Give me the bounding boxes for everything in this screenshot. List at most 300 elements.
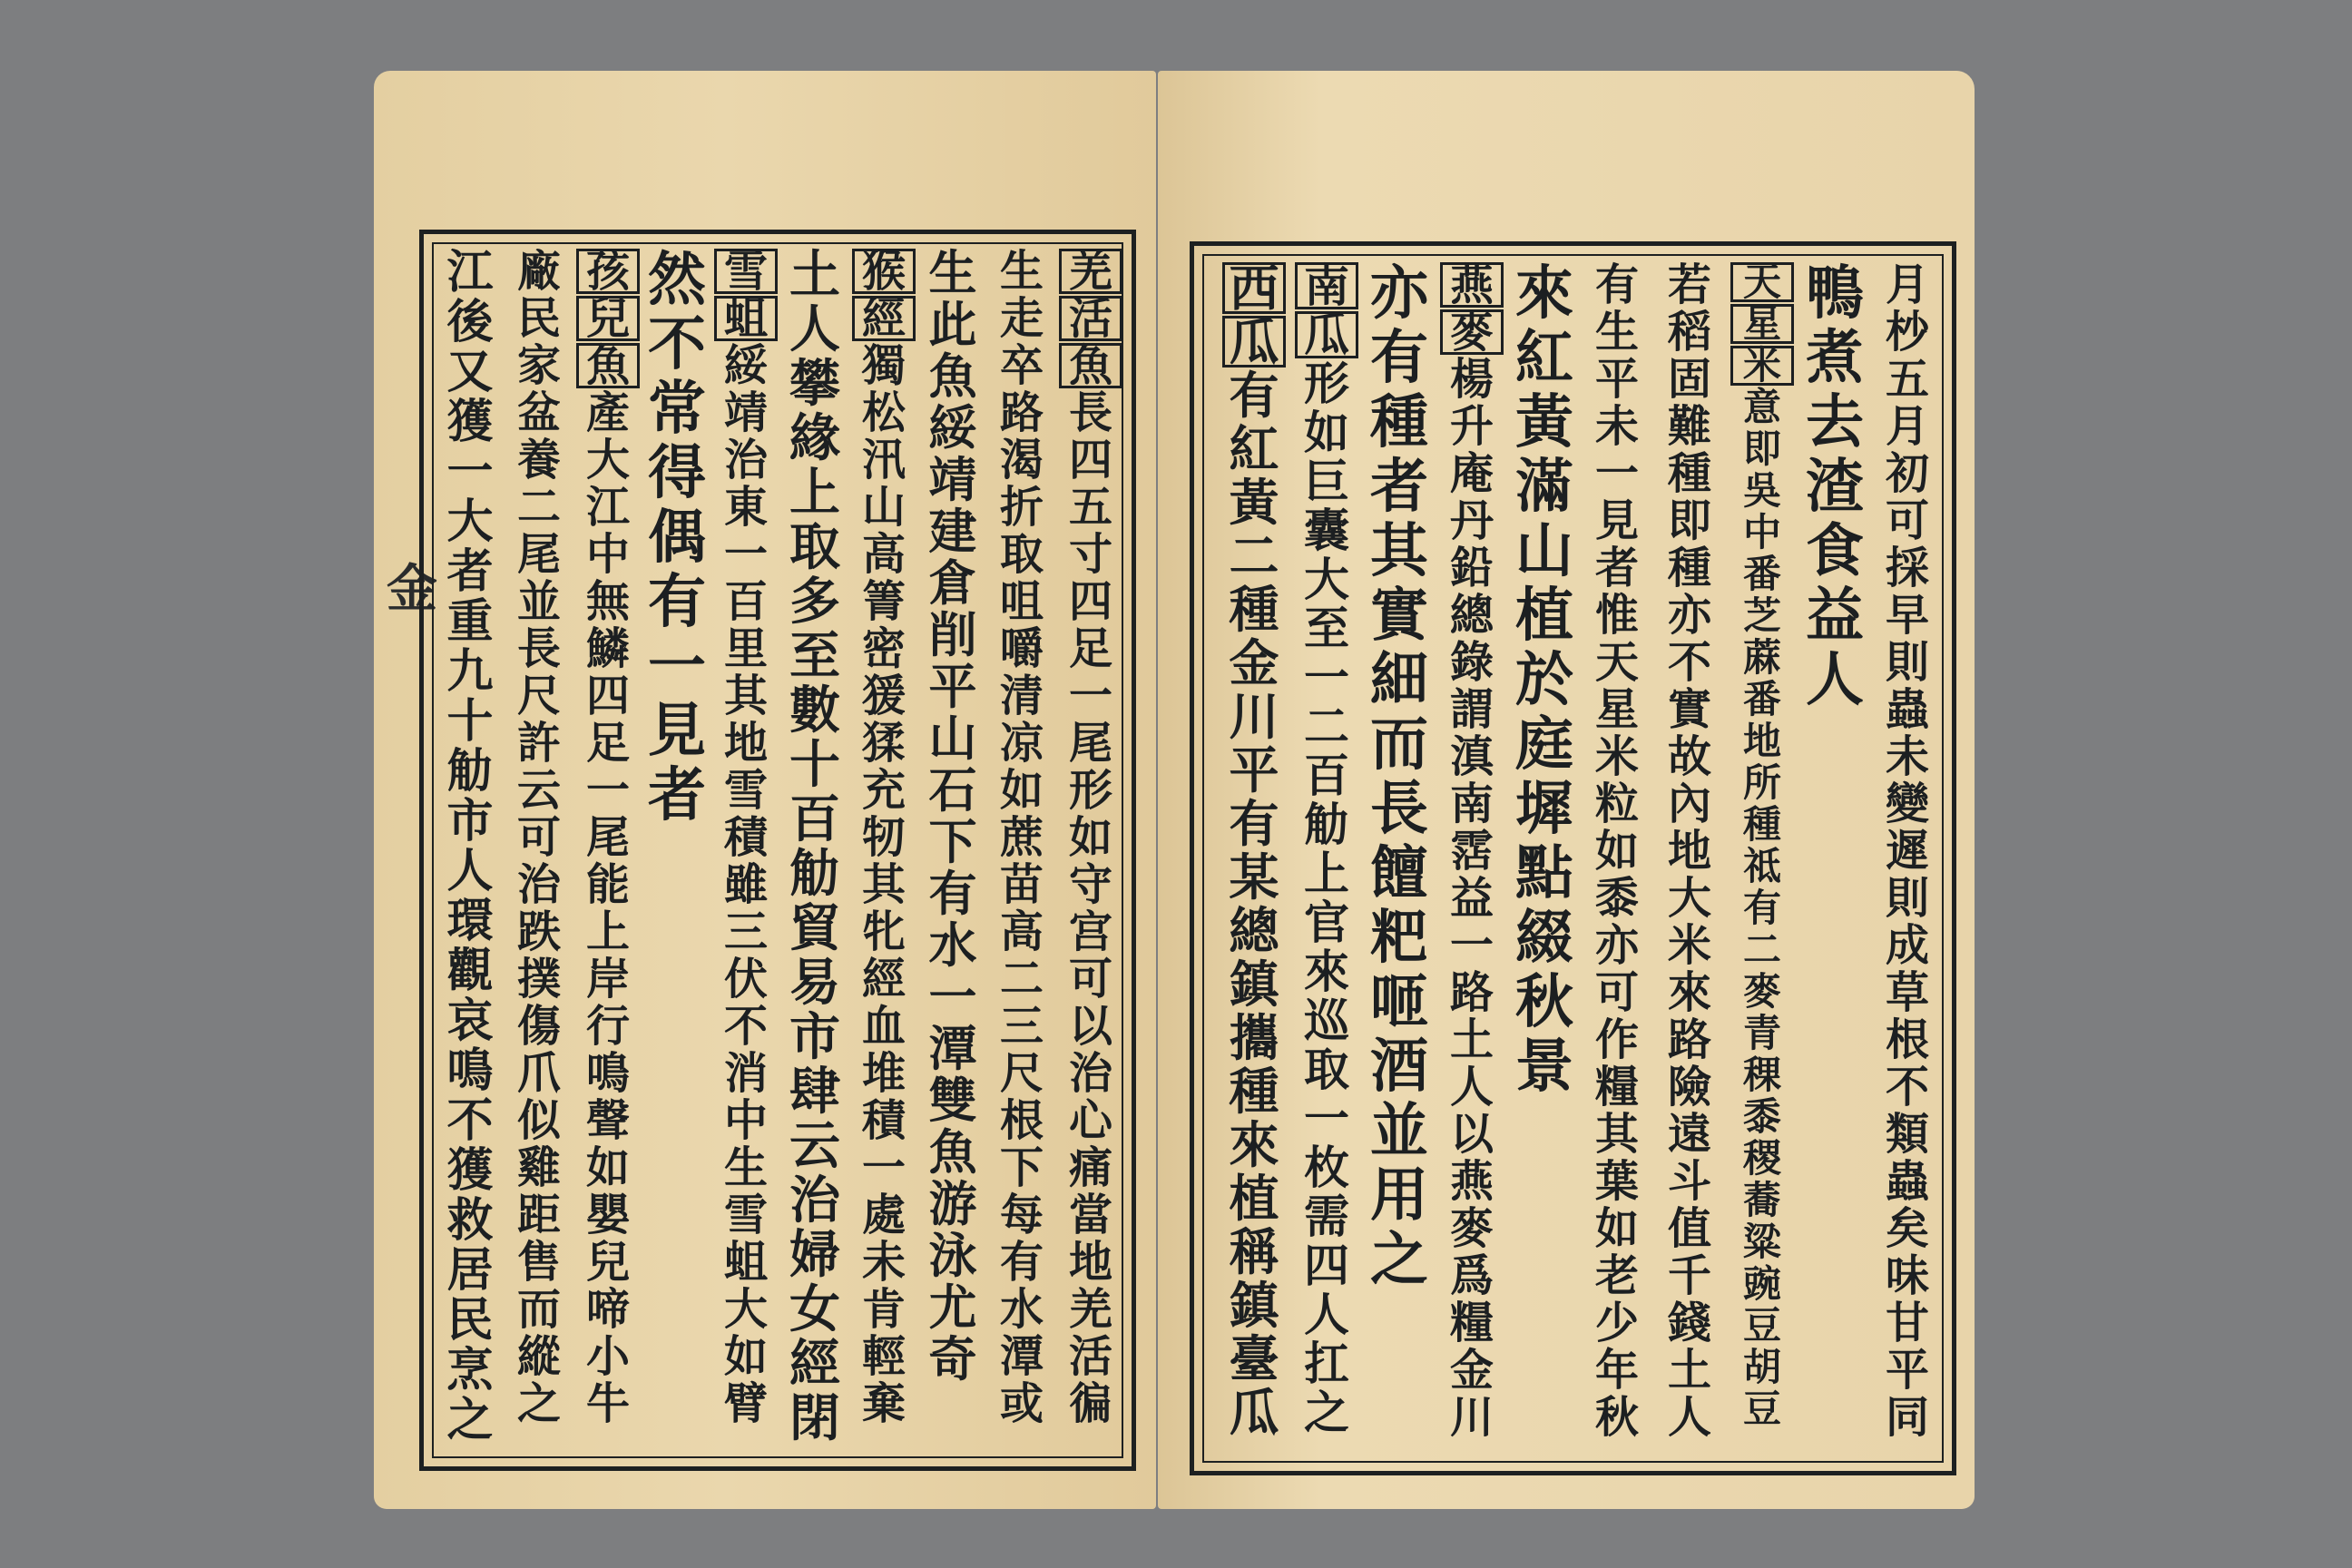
text-char: 難: [1667, 401, 1711, 452]
text-char: 蟲: [1885, 1156, 1929, 1207]
text-char: 多: [789, 572, 840, 632]
text-char: 土: [1449, 1014, 1494, 1065]
text-char: 長: [516, 623, 561, 674]
text-char: 有: [1742, 886, 1781, 930]
text-char: 豆: [1742, 1387, 1781, 1431]
text-char: 月: [1885, 260, 1929, 310]
text-char: 經: [861, 954, 906, 1004]
text-char: 作: [1594, 1014, 1639, 1065]
text-char: 渣: [1806, 453, 1864, 521]
text-char: 稱: [1229, 1222, 1279, 1281]
text-char: 川: [1449, 1392, 1494, 1443]
text-char: 不: [1667, 637, 1711, 688]
text-char: 矣: [1885, 1203, 1929, 1254]
text-column: [782, 245, 848, 1448]
text-char: 十: [789, 735, 840, 795]
text-char: 能: [585, 859, 630, 910]
text-char: 咀: [999, 576, 1044, 627]
text-char: 不: [723, 1001, 768, 1052]
text-char: 一: [1449, 920, 1494, 971]
text-char: 售: [516, 1237, 561, 1288]
text-char: 之: [1370, 1226, 1428, 1294]
text-char: 一: [446, 445, 494, 499]
text-char: 未: [1594, 401, 1639, 452]
text-char: 中: [585, 529, 630, 580]
text-char: 亦: [1370, 260, 1428, 328]
text-char: 葉: [1594, 1156, 1639, 1207]
text-char: 斗: [1667, 1156, 1711, 1207]
text-char: 尾: [516, 529, 561, 580]
text-char: 稞: [1742, 1053, 1781, 1097]
text-char: 種: [1370, 388, 1428, 456]
text-char: 觔: [1304, 798, 1349, 851]
text-char: 觀: [446, 944, 494, 998]
text-char: 粒: [1594, 779, 1639, 829]
text-char: 麥: [1439, 309, 1504, 356]
text-char: 庭: [1515, 710, 1573, 779]
text-char: 成: [1885, 920, 1929, 971]
text-char: 吳: [1742, 468, 1781, 513]
text-char: 少: [1594, 1298, 1639, 1348]
text-char: 苗: [999, 859, 1044, 910]
text-char: 來: [1515, 260, 1573, 328]
text-char: 甘: [1885, 1298, 1929, 1348]
text-char: 鴨: [1806, 260, 1864, 328]
text-char: 攜: [1229, 1008, 1279, 1067]
text-char: 許: [516, 718, 561, 769]
text-char: 黍: [1742, 1094, 1781, 1139]
text-char: 平: [928, 659, 977, 715]
text-char: 燕: [1449, 1156, 1494, 1207]
text-char: 大: [1304, 553, 1349, 606]
text-char: 霑: [1449, 826, 1494, 877]
text-char: 有: [1229, 366, 1279, 425]
text-char: 需: [1304, 1190, 1349, 1243]
text-char: 千: [1667, 1250, 1711, 1301]
text-char: 用: [1370, 1161, 1428, 1230]
text-char: 以: [1449, 1109, 1494, 1160]
text-char: 益: [1806, 582, 1864, 650]
text-char: 跌: [516, 906, 561, 957]
text-char: 遠: [1667, 1109, 1711, 1160]
text-char: 平: [1594, 354, 1639, 405]
text-char: 當: [1068, 1190, 1112, 1240]
text-char: 而: [1370, 710, 1428, 779]
text-char: 牣: [861, 812, 906, 863]
text-char: 紅: [1229, 419, 1279, 478]
text-char: 兒: [575, 295, 641, 342]
text-char: 四: [1068, 435, 1112, 485]
text-char: 雞: [516, 1142, 561, 1193]
text-char: 魚: [575, 342, 641, 389]
text-char: 蕎: [1742, 1178, 1781, 1222]
text-char: 似: [516, 1095, 561, 1146]
text-char: 人: [446, 844, 494, 898]
text-char: 猱: [861, 718, 906, 769]
text-char: 四: [1068, 576, 1112, 627]
text-char: 居: [446, 1243, 494, 1298]
text-char: 土: [789, 245, 840, 305]
text-char: 棄: [861, 1378, 906, 1429]
text-char: 經: [851, 295, 916, 342]
text-char: 謂: [1449, 684, 1494, 735]
text-char: 山: [928, 710, 977, 767]
text-char: 一: [1594, 448, 1639, 499]
text-char: 官: [1304, 896, 1349, 949]
text-char: 煮: [1806, 324, 1864, 392]
right-page: [1158, 71, 1975, 1509]
text-char: 二: [516, 482, 561, 533]
text-char: 並: [1370, 1097, 1428, 1165]
text-char: 路: [1667, 1014, 1711, 1065]
text-char: 金: [1229, 633, 1279, 692]
text-char: 之: [446, 1393, 494, 1447]
text-char: 兒: [585, 1237, 630, 1288]
text-char: 牛: [585, 1378, 630, 1429]
text-char: 種: [1229, 580, 1279, 639]
text-char: 取: [789, 517, 840, 577]
text-char: 重: [446, 594, 494, 649]
text-char: 魚: [1058, 342, 1123, 389]
text-char: 某: [1229, 848, 1279, 906]
text-char: 奇: [928, 1331, 977, 1387]
text-char: 不: [446, 1093, 494, 1148]
text-char: 一: [928, 969, 977, 1025]
text-char: 養: [516, 435, 561, 485]
text-char: 即: [1742, 426, 1781, 471]
text-char: 肯: [861, 1284, 906, 1335]
text-char: 有: [1594, 260, 1639, 310]
text-char: 易: [789, 953, 840, 1013]
text-char: 於: [1515, 646, 1573, 714]
text-char: 百: [789, 789, 840, 849]
text-char: 採: [1885, 543, 1929, 593]
text-column: [851, 248, 916, 1427]
text-column: [644, 248, 710, 828]
text-char: 二: [999, 954, 1044, 1004]
text-char: 早: [1885, 590, 1929, 641]
text-char: 然: [648, 246, 706, 314]
text-char: 獲: [446, 1143, 494, 1198]
text-column: [1512, 261, 1577, 1099]
text-char: 常: [648, 375, 706, 443]
text-column: [1058, 248, 1123, 1427]
text-char: 實: [1370, 582, 1428, 650]
text-char: 紅: [1515, 324, 1573, 392]
text-char: 中: [1742, 510, 1781, 554]
text-char: 猨: [861, 671, 906, 721]
text-char: 其: [723, 671, 768, 721]
text-char: 米: [1667, 920, 1711, 971]
text-char: 錢: [1667, 1298, 1711, 1348]
text-char: 生: [723, 1142, 768, 1193]
text-char: 行: [585, 1001, 630, 1052]
text-char: 並: [516, 576, 561, 627]
text-char: 遲: [1885, 826, 1929, 877]
text-char: 治: [723, 435, 768, 485]
text-char: 總: [1229, 901, 1279, 960]
text-column: [1875, 261, 1940, 1441]
text-char: 攀: [789, 354, 840, 414]
text-char: 嬰: [585, 1190, 630, 1240]
text-char: 一: [585, 765, 630, 816]
text-char: 小: [585, 1331, 630, 1382]
text-char: 建: [928, 504, 977, 560]
text-char: 見: [648, 697, 706, 765]
text-char: 故: [1667, 731, 1711, 782]
text-char: 瓜: [1221, 315, 1287, 368]
text-char: 大: [723, 1284, 768, 1335]
text-char: 羌: [1068, 1284, 1112, 1335]
text-char: 味: [1885, 1250, 1929, 1301]
text-char: 縱: [516, 1331, 561, 1382]
text-char: 盆: [516, 387, 561, 438]
text-char: 百: [723, 576, 768, 627]
fold-label-char: 金: [387, 559, 437, 619]
text-char: 一: [1068, 671, 1112, 721]
text-char: 者: [446, 544, 494, 599]
text-char: 女: [789, 1279, 840, 1339]
text-char: 可: [1068, 954, 1112, 1004]
text-char: 人: [1667, 1392, 1711, 1443]
text-char: 亦: [1594, 920, 1639, 971]
text-char: 四: [585, 671, 630, 721]
text-char: 鱗: [585, 623, 630, 674]
text-char: 偶: [648, 504, 706, 572]
text-char: 燕: [1439, 261, 1504, 309]
text-char: 聲: [585, 1095, 630, 1146]
text-char: 險: [1667, 1062, 1711, 1112]
text-char: 清: [999, 671, 1044, 721]
text-char: 有: [648, 568, 706, 636]
text-char: 鉛: [1449, 543, 1494, 593]
text-char: 滿: [1515, 453, 1573, 521]
text-char: 地: [723, 718, 768, 769]
text-char: 折: [999, 482, 1044, 533]
text-char: 游: [928, 1176, 977, 1232]
text-char: 環: [446, 894, 494, 948]
text-char: 路: [1449, 967, 1494, 1018]
text-char: 有: [928, 866, 977, 922]
text-char: 同: [1885, 1392, 1929, 1443]
text-char: 西: [1221, 261, 1287, 315]
text-char: 人: [1304, 1288, 1349, 1341]
text-char: 以: [1068, 1001, 1112, 1052]
text-char: 如: [1594, 1203, 1639, 1254]
text-char: 觔: [789, 844, 840, 904]
text-char: 細: [1370, 646, 1428, 714]
text-char: 麥: [1742, 969, 1781, 1014]
text-char: 嚼: [999, 623, 1044, 674]
text-char: 云: [516, 765, 561, 816]
text-char: 若: [1667, 260, 1711, 310]
text-char: 點: [1515, 839, 1573, 907]
text-column: [1294, 261, 1359, 1437]
text-char: 上: [585, 906, 630, 957]
text-char: 植: [1229, 1169, 1279, 1228]
text-char: 芝: [1742, 593, 1781, 638]
text-char: 足: [585, 718, 630, 769]
text-char: 去: [1806, 388, 1864, 456]
text-char: 或: [999, 1378, 1044, 1429]
text-char: 獲: [446, 395, 494, 449]
text-char: 雙: [928, 1073, 977, 1129]
text-column: [506, 248, 572, 1427]
text-char: 來: [1667, 967, 1711, 1018]
text-char: 所: [1742, 760, 1781, 805]
text-char: 糧: [1594, 1062, 1639, 1112]
text-char: 治: [789, 1171, 840, 1230]
text-char: 山: [1515, 517, 1573, 585]
text-char: 雪: [713, 248, 779, 295]
text-char: 中: [723, 1095, 768, 1146]
text-char: 削: [928, 607, 977, 663]
text-char: 囊: [1304, 504, 1349, 557]
text-char: 黃: [1515, 388, 1573, 456]
text-char: 治: [1068, 1048, 1112, 1099]
text-column: [1657, 261, 1722, 1441]
text-char: 距: [516, 1190, 561, 1240]
text-char: 伏: [723, 954, 768, 1004]
text-char: 一: [1304, 1092, 1349, 1145]
text-char: 寸: [1068, 529, 1112, 580]
text-char: 獨: [861, 340, 906, 391]
text-column: [1584, 261, 1650, 1441]
text-char: 撲: [516, 954, 561, 1004]
text-char: 廠: [516, 246, 561, 297]
text-char: 年: [1594, 1345, 1639, 1396]
text-char: 長: [1068, 387, 1112, 438]
text-char: 市: [789, 1007, 840, 1067]
text-char: 活: [1068, 1331, 1112, 1382]
text-char: 種: [1667, 448, 1711, 499]
text-char: 番: [1742, 552, 1781, 596]
text-char: 山: [861, 482, 906, 533]
text-char: 婦: [789, 1225, 840, 1285]
text-char: 可: [516, 812, 561, 863]
text-char: 則: [1885, 637, 1929, 688]
text-char: 巡: [1304, 994, 1349, 1047]
text-char: 治: [516, 859, 561, 910]
text-char: 潭: [999, 1331, 1044, 1382]
text-char: 總: [1449, 590, 1494, 641]
text-char: 墀: [1515, 775, 1573, 843]
text-char: 緣: [789, 408, 840, 468]
text-char: 巨: [1304, 455, 1349, 508]
text-char: 輕: [861, 1331, 906, 1382]
text-char: 未: [1885, 731, 1929, 782]
text-char: 如: [585, 1142, 630, 1193]
text-char: 綏: [928, 400, 977, 456]
text-char: 下: [928, 814, 977, 870]
text-char: 哀: [446, 994, 494, 1048]
text-char: 胡: [1742, 1345, 1781, 1389]
text-char: 生: [928, 245, 977, 301]
text-char: 見: [1594, 495, 1639, 546]
text-char: 食: [1806, 517, 1864, 585]
text-char: 肆: [789, 1062, 840, 1122]
text-char: 貿: [789, 898, 840, 958]
text-column: [920, 245, 985, 1387]
text-char: 五: [1885, 354, 1929, 405]
text-char: 稷: [1742, 1136, 1781, 1181]
text-char: 蔗: [999, 812, 1044, 863]
text-char: 石: [928, 762, 977, 818]
text-char: 如: [1304, 406, 1349, 459]
text-char: 祗: [1742, 844, 1781, 888]
text-char: 意: [1742, 385, 1781, 429]
text-char: 每: [999, 1190, 1044, 1240]
text-char: 植: [1515, 582, 1573, 650]
text-char: 潭: [928, 1021, 977, 1077]
text-char: 豌: [1742, 1261, 1781, 1306]
text-char: 市: [446, 794, 494, 848]
text-char: 處: [861, 1190, 906, 1240]
text-char: 烹: [446, 1343, 494, 1397]
text-char: 足: [1068, 623, 1112, 674]
text-char: 土: [1667, 1345, 1711, 1396]
text-char: 其: [861, 859, 906, 910]
text-char: 卒: [999, 340, 1044, 391]
text-char: 泳: [928, 1228, 977, 1284]
text-char: 閉: [789, 1388, 840, 1448]
text-char: 如: [999, 765, 1044, 816]
text-char: 孩: [575, 248, 641, 295]
text-char: 形: [1304, 357, 1349, 410]
text-char: 靖: [723, 387, 768, 438]
text-char: 箐: [861, 576, 906, 627]
text-char: 雖: [723, 859, 768, 910]
text-char: 蛆: [723, 1237, 768, 1288]
text-char: 有: [1229, 794, 1279, 853]
text-char: 景: [1515, 1033, 1573, 1101]
text-char: 路: [999, 387, 1044, 438]
text-char: 人: [1806, 646, 1864, 714]
text-char: 丹: [1449, 495, 1494, 546]
text-char: 杪: [1885, 307, 1929, 358]
text-char: 根: [999, 1095, 1044, 1146]
text-char: 水: [999, 1284, 1044, 1335]
text-char: 如: [723, 1331, 768, 1382]
text-char: 種: [1742, 802, 1781, 847]
text-char: 蔴: [1742, 635, 1781, 680]
text-char: 來: [1304, 945, 1349, 998]
text-char: 者: [1594, 543, 1639, 593]
text-char: 岸: [585, 954, 630, 1004]
text-char: 饘: [1370, 839, 1428, 907]
text-char: 五: [1068, 482, 1112, 533]
text-char: 月: [1885, 401, 1929, 452]
text-char: 實: [1667, 684, 1711, 735]
text-char: 初: [1885, 448, 1929, 499]
text-char: 靖: [928, 452, 977, 508]
text-char: 三: [999, 1001, 1044, 1052]
text-char: 活: [1058, 295, 1123, 342]
text-char: 黃: [1229, 473, 1279, 532]
text-char: 天: [1594, 637, 1639, 688]
text-char: 堆: [861, 1048, 906, 1099]
text-char: 一: [861, 1142, 906, 1193]
text-char: 羌: [1058, 248, 1123, 295]
text-char: 老: [1594, 1250, 1639, 1301]
text-char: 類: [1885, 1109, 1929, 1160]
text-char: 爲: [1449, 1250, 1494, 1301]
text-column: [713, 248, 779, 1427]
text-column: [575, 248, 641, 1427]
text-char: 稻: [1667, 307, 1711, 358]
text-char: 來: [1229, 1115, 1279, 1174]
text-char: 傷: [516, 1001, 561, 1052]
